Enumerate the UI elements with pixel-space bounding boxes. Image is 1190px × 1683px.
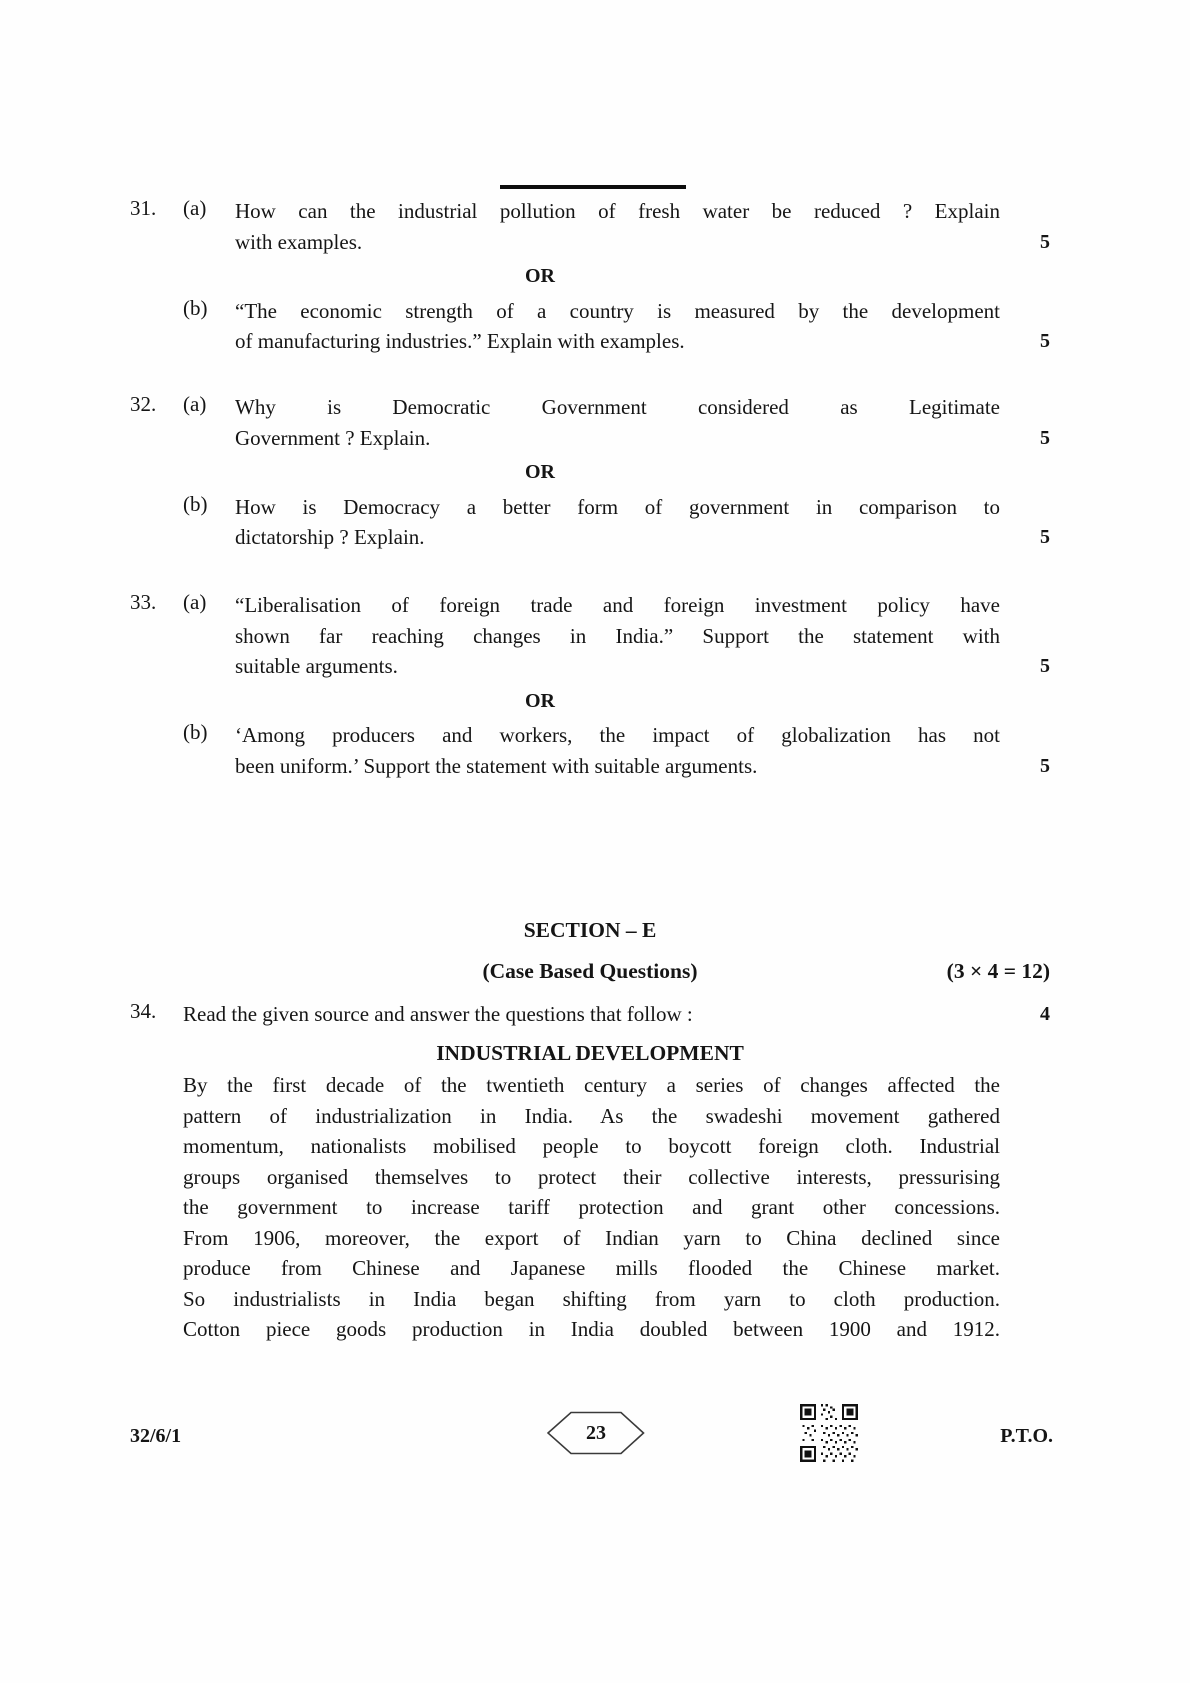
question-text-line: Government ? Explain. xyxy=(235,425,431,450)
question-text-line: ‘Among producers and workers, the impact of globalization has not xyxy=(235,723,1000,747)
question-34-row xyxy=(130,999,1050,1030)
question-text-line: How can the industrial pollution of fresh water be reduced ? Explain xyxy=(235,199,1000,223)
marks-value: 5 xyxy=(1040,426,1050,449)
question-33a xyxy=(130,590,1050,682)
question-text xyxy=(235,196,1000,257)
question-part-letter: (b) xyxy=(183,720,208,744)
section-subtitle-row xyxy=(130,958,1050,984)
passage-line: By the first decade of the twentieth century a series of changes affected the xyxy=(183,1073,1000,1097)
question-text-line: of manufacturing industries.” Explain with examples. xyxy=(235,329,685,353)
question-31b xyxy=(130,296,1050,357)
page-number-badge xyxy=(547,1411,645,1455)
question-32b xyxy=(130,492,1050,553)
or-separator: OR xyxy=(525,689,555,712)
question-text-line: How is Democracy a better form of government in comparison to xyxy=(235,494,1000,519)
question-34 xyxy=(130,999,1050,1030)
question-33b xyxy=(130,720,1050,781)
passage-line: produce from Chinese and Japanese mills flooded the Chinese market. xyxy=(183,1256,1000,1280)
question-32 xyxy=(130,392,1050,553)
question-text xyxy=(183,999,1000,1030)
marks-value: 4 xyxy=(1040,1003,1050,1025)
question-number: 31. xyxy=(130,196,157,220)
question-text-line: suitable arguments. xyxy=(235,654,398,678)
question-31a xyxy=(130,196,1050,257)
question-part-letter: (b) xyxy=(183,491,208,516)
question-text xyxy=(235,296,1000,357)
or-separator: OR xyxy=(525,265,555,287)
question-part-letter: (b) xyxy=(183,295,208,320)
paper-code: 32/6/1 xyxy=(130,1425,182,1447)
question-part-letter: (a) xyxy=(183,392,207,416)
question-33 xyxy=(130,590,1050,781)
passage-line: groups organised themselves to protect their collective interests, pressurising xyxy=(183,1164,1000,1189)
passage-line: momentum, nationalists mobilised people to boycott foreign cloth. Industrial xyxy=(183,1134,1000,1158)
question-number: 33. xyxy=(130,590,157,614)
passage-title: INDUSTRIAL DEVELOPMENT xyxy=(436,1041,744,1065)
passage-line: So industrialists in India began shifting from yarn to cloth production. xyxy=(183,1286,1000,1311)
section-marks-note: (3 × 4 = 12) xyxy=(946,959,1050,983)
question-part-letter: (a) xyxy=(183,196,207,220)
pto-label: P.T.O. xyxy=(1000,1425,1053,1447)
passage-line: From 1906, moreover, the export of Indian yarn to China declined since xyxy=(183,1225,1000,1250)
question-text-line: “The economic strength of a country is measured by the development xyxy=(235,298,1000,323)
question-text-line: “Liberalisation of foreign trade and foreign investment policy have xyxy=(235,593,1000,617)
question-number: 34. xyxy=(130,999,157,1023)
question-text-line: Why is Democratic Government considered as Legitimate xyxy=(235,395,1000,419)
marks-value: 5 xyxy=(1040,655,1050,677)
marks-value: 5 xyxy=(1040,526,1050,548)
question-text-line: shown far reaching changes in India.” Support the statement with xyxy=(235,623,1000,648)
passage-line: the government to increase tariff protection and grant other concessions. xyxy=(183,1195,1000,1219)
question-text xyxy=(235,492,1000,553)
question-text-line: Read the given source and answer the questions that follow : xyxy=(183,1002,693,1026)
question-text-line: been uniform.’ Support the statement with suitable arguments. xyxy=(235,753,758,778)
passage xyxy=(183,1070,1000,1345)
qr-code-icon xyxy=(800,1404,858,1462)
question-text xyxy=(235,392,1000,453)
question-text xyxy=(235,590,1000,682)
page-number: 23 xyxy=(586,1421,606,1444)
question-part-letter: (a) xyxy=(183,590,207,614)
question-number: 32. xyxy=(130,392,157,416)
question-32a xyxy=(130,392,1050,453)
question-number xyxy=(130,720,183,781)
question-text-line: with examples. xyxy=(235,229,363,254)
question-text-line: dictatorship ? Explain. xyxy=(235,525,425,549)
section-subtitle: (Case Based Questions) xyxy=(482,959,698,983)
marks-value: 5 xyxy=(1040,230,1050,253)
passage-line: pattern of industrialization in India. As the swadeshi movement gathered xyxy=(183,1103,1000,1128)
or-separator: OR xyxy=(525,461,555,483)
section-title: SECTION – E xyxy=(523,918,657,942)
marks-value: 5 xyxy=(1040,330,1050,352)
divider-rule xyxy=(500,185,686,189)
question-number xyxy=(130,492,183,553)
question-text xyxy=(235,720,1000,781)
question-31 xyxy=(130,196,1050,357)
marks-value: 5 xyxy=(1040,754,1050,777)
question-number xyxy=(130,296,183,357)
passage-line: Cotton piece goods production in India doubled between 1900 and 1912. xyxy=(183,1317,1000,1341)
